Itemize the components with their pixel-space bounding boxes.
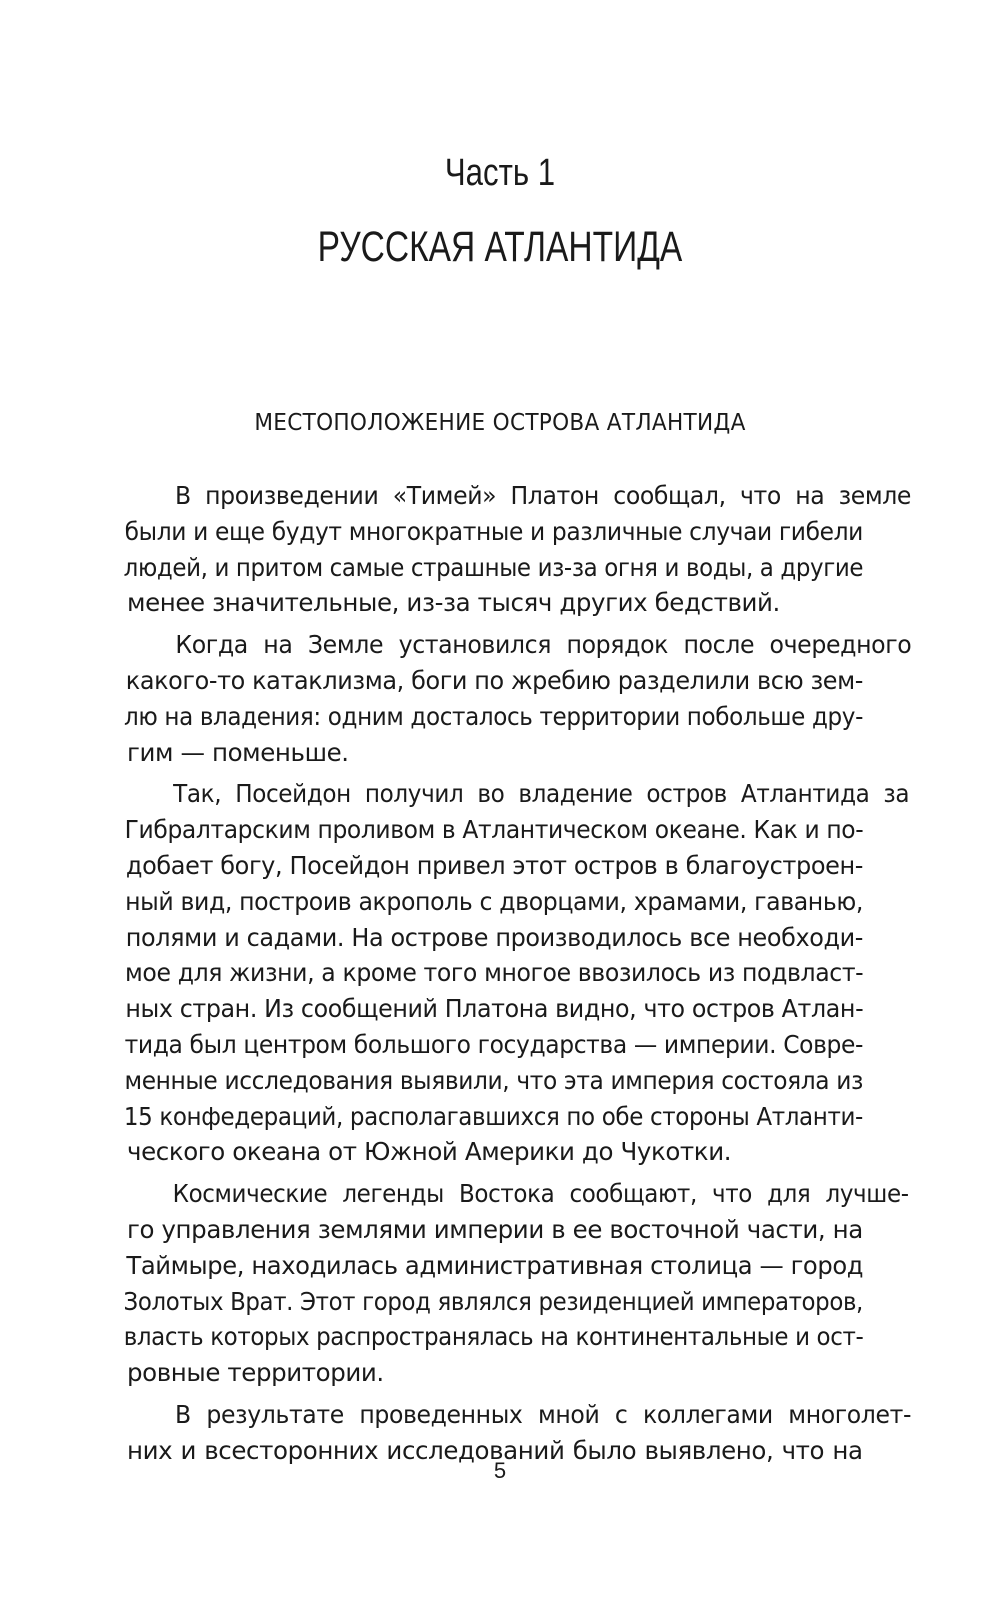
body-text bbox=[75, 478, 912, 1469]
paragraph-4 bbox=[75, 1176, 909, 1391]
text-line: гим — поменьше. bbox=[127, 737, 349, 767]
text-line: 15 конфедераций, располагавшихся по обе стороны Атланти- bbox=[123, 1101, 863, 1131]
text-line: тида был центром большого государства — империи. Совре- bbox=[124, 1029, 864, 1059]
text-line: мое для жизни, а кроме того многое ввозилось из подвласт- bbox=[125, 958, 864, 988]
text-line: ных стран. Из сообщений Платона видно, что остров Атлан- bbox=[125, 994, 864, 1024]
text-line: Космические легенды Востока сообщают, что для лучше- bbox=[172, 1179, 909, 1209]
text-line: менее значительные, из-за тысяч других бедствий. bbox=[127, 588, 780, 618]
text-line: людей, и притом самые страшные из-за огня и воды, а другие bbox=[123, 552, 864, 582]
page-number: 5 bbox=[493, 1458, 507, 1483]
part-title: РУССКАЯ АТЛАНТИДА bbox=[317, 223, 683, 271]
text-line: Гибралтарским проливом в Атлантическом океане. Как и по- bbox=[124, 815, 864, 845]
text-line: какого-то катаклизма, боги по жребию разделили всю зем- bbox=[125, 665, 864, 695]
text-line: ный вид, построив акрополь с дворцами, храмами, гаванью, bbox=[125, 886, 863, 916]
text-line: власть которых распространялась на континентальные и ост- bbox=[123, 1322, 864, 1352]
text-line: полями и садами. На острове производилось все необходи- bbox=[125, 922, 864, 952]
text-line: Золотых Врат. Этот город являлся резиденцией императоров, bbox=[123, 1286, 863, 1316]
section-title: МЕСТОПОЛОЖЕНИЕ ОСТРОВА АТЛАНТИДА bbox=[254, 410, 746, 436]
text-line: были и еще будут многократные и различные случаи гибели bbox=[124, 516, 864, 546]
text-line: добает богу, Посейдон привел этот остров в благоустроен- bbox=[125, 850, 864, 880]
text-line: ческого океана от Южной Америки до Чукотки. bbox=[127, 1137, 732, 1167]
text-line: Так, Посейдон получил во владение остров Атлантида за bbox=[173, 779, 910, 809]
text-line: лю на владения: одним досталось территории побольше дру- bbox=[123, 701, 864, 731]
text-line: Таймыре, находилась административная столица — город bbox=[126, 1250, 864, 1280]
text-line: ровные территории. bbox=[127, 1358, 384, 1388]
text-line: Когда на Земле установился порядок после очередного bbox=[175, 630, 912, 660]
paragraph-1 bbox=[75, 478, 912, 621]
text-line: В произведении «Тимей» Платон сообщал, что на земле bbox=[175, 481, 912, 510]
paragraph-2 bbox=[75, 627, 912, 770]
text-line: го управления землями империи в ее восточной части, на bbox=[127, 1214, 863, 1244]
part-label: Часть 1 bbox=[444, 152, 556, 194]
paragraph-3 bbox=[75, 776, 910, 1170]
text-line: менные исследования выявили, что эта империя состояла из bbox=[124, 1065, 864, 1095]
text-line: них и всесторонних исследований было выявлено, что на bbox=[127, 1435, 863, 1465]
text-line: В результате проведенных мной с коллегами многолет- bbox=[175, 1399, 912, 1429]
